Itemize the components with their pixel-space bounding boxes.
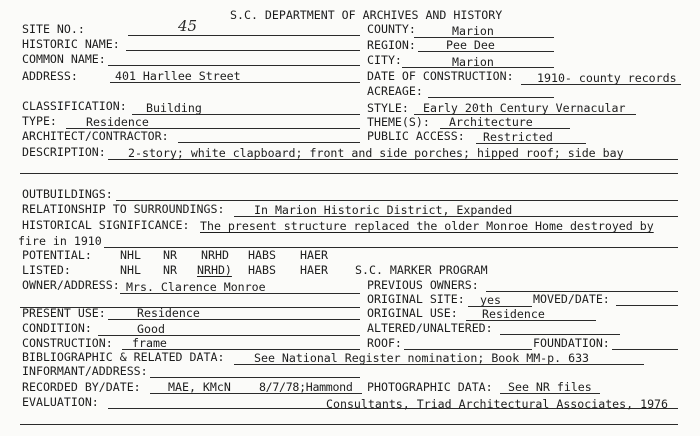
listed-habs: HABS — [248, 263, 276, 277]
original-use-label: ORIGINAL USE: — [367, 306, 458, 320]
informant-line — [150, 377, 360, 378]
city-line — [402, 67, 554, 68]
acreage-label: ACREAGE: — [367, 84, 423, 98]
acreage-line — [428, 97, 554, 98]
city-label: CITY: — [367, 53, 402, 67]
region-value: Pee Dee — [446, 38, 495, 52]
original-site-label: ORIGINAL SITE: — [367, 292, 465, 306]
significance-label: HISTORICAL SIGNIFICANCE: — [22, 218, 190, 232]
themes-label: THEME(S): — [367, 115, 430, 129]
present-use-label: PRESENT USE: — [22, 306, 106, 320]
public-access-value: Restricted — [483, 130, 553, 144]
construction-label: CONSTRUCTION: — [22, 336, 113, 350]
construction-value: frame — [132, 336, 167, 350]
potential-label: POTENTIAL: — [22, 248, 92, 262]
historic-name-line — [126, 50, 360, 51]
public-access-label: PUBLIC ACCESS: — [367, 129, 465, 143]
description-value: 2-story; white clapboard; front and side porches; hipped roof; side bay — [128, 146, 624, 160]
listed-nhl: NHL — [120, 263, 141, 277]
bibliographic-value: See National Register nomination; Book MM-p. 633 — [254, 351, 590, 365]
outbuildings-line — [116, 200, 678, 201]
public-access-line — [476, 143, 586, 144]
region-line — [418, 51, 554, 52]
altered-line — [500, 334, 620, 335]
informant-label: INFORMANT/ADDRESS: — [22, 364, 148, 378]
relationship-line — [234, 216, 678, 217]
significance-line-2 — [104, 247, 678, 248]
photographic-label: PHOTOGRAPHIC DATA: — [367, 380, 493, 394]
marker-program-label: S.C. MARKER PROGRAM — [355, 263, 488, 277]
type-label: TYPE: — [22, 114, 57, 128]
architect-line — [178, 142, 360, 143]
outbuildings-label: OUTBUILDINGS: — [22, 187, 113, 201]
recorded-label: RECORDED BY/DATE: — [22, 380, 141, 394]
potential-haer: HAER — [300, 248, 328, 262]
architect-label: ARCHITECT/CONTRACTOR: — [22, 129, 169, 143]
owner-value: Mrs. Clarence Monroe — [126, 280, 266, 294]
roof-line — [404, 349, 532, 350]
bibliographic-label: BIBLIOGRAPHIC & RELATED DATA: — [22, 350, 225, 364]
classification-value: Building — [146, 101, 202, 115]
altered-label: ALTERED/UNALTERED: — [367, 321, 493, 335]
common-name-label: COMMON NAME: — [22, 52, 106, 66]
present-use-value: Residence — [137, 306, 200, 320]
common-name-line — [108, 65, 360, 66]
potential-habs: HABS — [248, 248, 276, 262]
region-label: REGION: — [367, 38, 416, 52]
listed-nr: NR — [163, 263, 177, 277]
original-use-value: Residence — [482, 307, 545, 321]
condition-value: Good — [137, 322, 165, 336]
photographic-line — [500, 393, 600, 394]
potential-nhl: NHL — [120, 248, 141, 262]
county-value: Marion — [452, 24, 494, 38]
historic-name-label: HISTORIC NAME: — [22, 37, 120, 51]
bibliographic-line — [234, 364, 644, 365]
foundation-label: FOUNDATION: — [533, 336, 610, 350]
listed-haer: HAER — [300, 263, 328, 277]
condition-label: CONDITION: — [22, 321, 92, 335]
form-title: S.C. DEPARTMENT OF ARCHIVES AND HISTORY — [230, 8, 503, 22]
roof-label: ROOF: — [367, 336, 402, 350]
recorded-value: MAE, KMcN — [168, 380, 231, 394]
photographic-value: See NR files — [508, 380, 592, 394]
evaluation-line-2 — [20, 424, 678, 425]
original-site-value: yes — [480, 293, 501, 307]
significance-value-2: fire in 1910 — [18, 234, 102, 248]
recorded-line — [150, 393, 362, 394]
site-no-value: 45 — [178, 17, 198, 35]
previous-owners-label: PREVIOUS OWNERS: — [367, 278, 479, 292]
themes-value: Architecture — [449, 115, 533, 129]
moved-date-line — [616, 305, 678, 306]
relationship-value: In Marion Historic District, Expanded — [254, 203, 513, 217]
site-no-line — [128, 35, 360, 36]
type-value: Residence — [86, 115, 149, 129]
recorded-value-2: Consultants, Triad Architectural Associates, 1976 — [326, 397, 669, 411]
potential-nr: NR — [163, 248, 177, 262]
listed-nrhd-marked: NRHD) — [197, 263, 232, 277]
address-label: ADDRESS: — [22, 69, 78, 83]
owner-line — [120, 293, 360, 294]
city-value: Marion — [452, 55, 494, 69]
significance-value: The present structure replaced the older Monroe Home destroyed by — [200, 219, 654, 233]
relationship-label: RELATIONSHIP TO SURROUNDINGS: — [22, 202, 225, 216]
potential-nrhd: NRHD — [201, 248, 229, 262]
address-value: 401 Harllee Street — [115, 69, 241, 83]
date-construction-label: DATE OF CONSTRUCTION: — [367, 69, 514, 83]
style-value: Early 20th Century Vernacular — [423, 101, 626, 115]
foundation-line — [612, 349, 678, 350]
description-line — [108, 159, 678, 160]
moved-date-label: MOVED/DATE: — [533, 292, 610, 306]
listed-label: LISTED: — [22, 263, 71, 277]
recorded-date: 8/7/78;Hammond — [259, 380, 353, 394]
date-construction-line — [521, 84, 681, 85]
description-line-2 — [20, 173, 678, 174]
description-label: DESCRIPTION: — [22, 145, 106, 159]
address-line — [110, 82, 360, 83]
date-construction-value: 1910- county records — [537, 71, 677, 85]
present-use-line — [108, 319, 360, 320]
evaluation-label: EVALUATION: — [22, 395, 99, 409]
site-no-label: SITE NO.: — [22, 22, 85, 36]
classification-label: CLASSIFICATION: — [22, 99, 127, 113]
evaluation-line — [108, 408, 678, 409]
county-label: COUNTY: — [367, 22, 416, 36]
classification-line — [132, 114, 360, 115]
owner-label: OWNER/ADDRESS: — [22, 278, 120, 292]
style-label: STYLE: — [367, 101, 409, 115]
